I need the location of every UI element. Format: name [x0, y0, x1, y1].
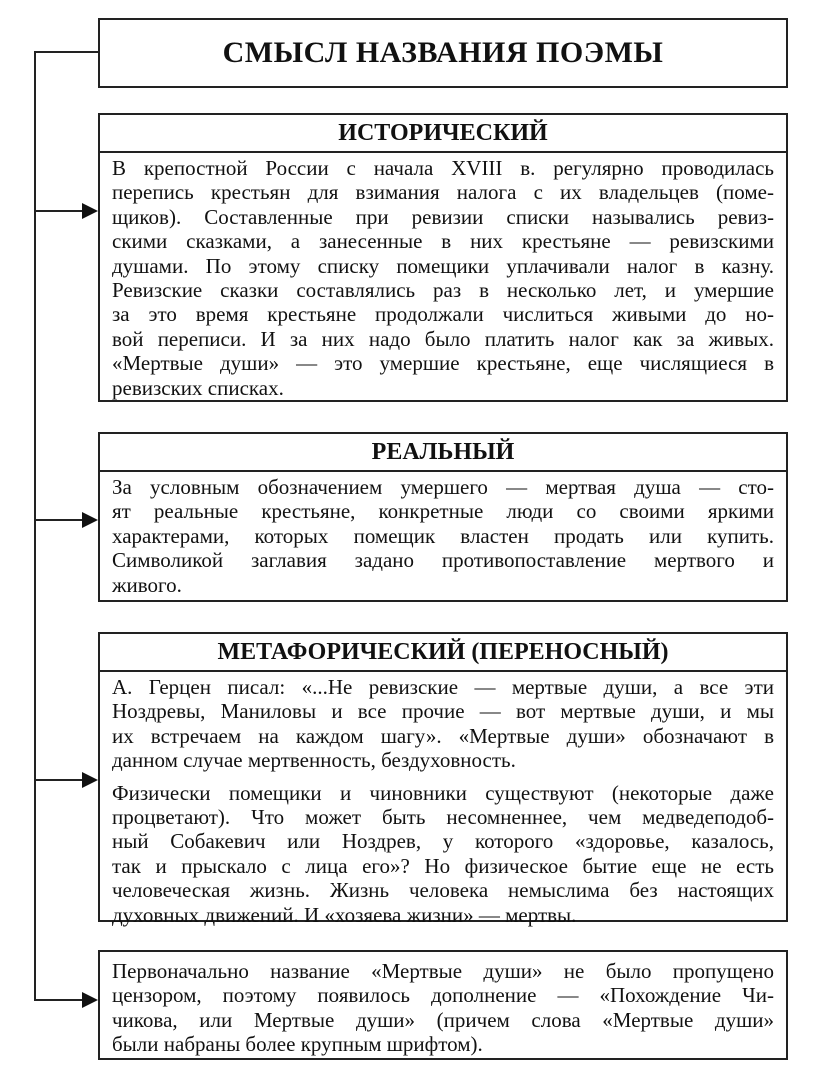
- text-line: ный Собакевич или Ноздрев, у которого «здоровье, казалось,: [112, 829, 774, 854]
- section-historical: [98, 113, 788, 402]
- section-real: [98, 432, 788, 602]
- arrow-metaphorical: [34, 779, 84, 781]
- text-line: ревизских списках.: [112, 375, 284, 400]
- text-line: В крепостной России с начала XVIII в. регулярно проводилась: [112, 156, 774, 180]
- text-line: духовных движений. И «хозяева жизни» — мертвы.: [112, 902, 577, 927]
- text-line: были набраны более крупным шрифтом).: [112, 1032, 483, 1057]
- section-censorship-note: [98, 950, 788, 1060]
- text-line: за это время крестьяне продолжали числиться живыми до но-: [112, 302, 774, 327]
- text-line: А. Герцен писал: «...Не ревизские — мертвые души, а все эти: [112, 675, 774, 699]
- text-line: так и прыскало с лица его»? Но физическое бытие еще не есть: [112, 853, 774, 878]
- text-line: человеческая жизнь. Жизнь человека немыслима без настоящих: [112, 878, 774, 903]
- text-line: щиков). Составленные при ревизии списки назывались ревиз-: [112, 204, 774, 229]
- connector-title-stub: [34, 51, 98, 53]
- text-line: данном случае мертвенность, бездуховность.: [112, 748, 516, 773]
- text-line: их встречаем на каждом шагу». «Мертвые души» обозначают в: [112, 723, 774, 748]
- section-heading: МЕТАФОРИЧЕСКИЙ (ПЕРЕНОСНЫЙ): [100, 634, 786, 672]
- arrow-real: [34, 519, 84, 521]
- section-heading: РЕАЛЬНЫЙ: [100, 434, 786, 472]
- text-line: Первоначально название «Мертвые души» не было пропущено: [112, 959, 774, 983]
- arrow-note: [34, 999, 84, 1001]
- paragraph: [112, 156, 774, 400]
- section-heading: ИСТОРИЧЕСКИЙ: [100, 115, 786, 153]
- text-line: характерами, которых помещик властен продать или купить.: [112, 523, 774, 548]
- text-line: Ноздревы, Маниловы и все прочие — вот мертвые души, и мы: [112, 699, 774, 724]
- paragraph: [112, 781, 774, 927]
- text-line: «Мертвые души» — это умершие крестьяне, еще числящиеся в: [112, 351, 774, 376]
- text-line: Ревизские сказки составлялись раз в несколько лет, и умершие: [112, 278, 774, 303]
- section-body: [100, 956, 786, 1061]
- text-line: ят реальные крестьяне, конкретные люди со своими яркими: [112, 499, 774, 524]
- section-metaphorical: [98, 632, 788, 927]
- diagram-title: СМЫСЛ НАЗВАНИЯ ПОЭМЫ: [98, 18, 788, 88]
- section-body: [100, 472, 786, 601]
- text-line: цензором, поэтому появилось дополнение — «Похождение Чи-: [112, 983, 774, 1008]
- text-line: скими сказками, а занесенные в них крестьяне — ревизскими: [112, 229, 774, 254]
- text-line: чикова, или Мертвые души» (причем слова «Мертвые души»: [112, 1007, 774, 1032]
- section-body: [100, 153, 786, 404]
- text-line: процветают). Что может быть несомненнее, чем медведеподоб-: [112, 805, 774, 830]
- connector-line: [34, 51, 36, 1000]
- text-line: Символикой заглавия задано противопоставление мертвого и: [112, 548, 774, 573]
- text-line: живого.: [112, 572, 182, 597]
- arrow-historical: [34, 210, 84, 212]
- paragraph: [112, 675, 774, 773]
- text-line: За условным обозначением умершего — мертвая душа — сто-: [112, 475, 774, 499]
- paragraph: [112, 959, 774, 1057]
- text-line: душами. По этому списку помещики уплачивали налог в казну.: [112, 253, 774, 278]
- text-line: Физически помещики и чиновники существуют (некоторые даже: [112, 780, 774, 805]
- paragraph: [112, 475, 774, 597]
- text-line: вой переписи. И за них надо было платить налог как за живых.: [112, 326, 774, 351]
- text-line: перепись крестьян для взимания налога с их владельцев (поме-: [112, 180, 774, 205]
- section-body: [100, 672, 786, 931]
